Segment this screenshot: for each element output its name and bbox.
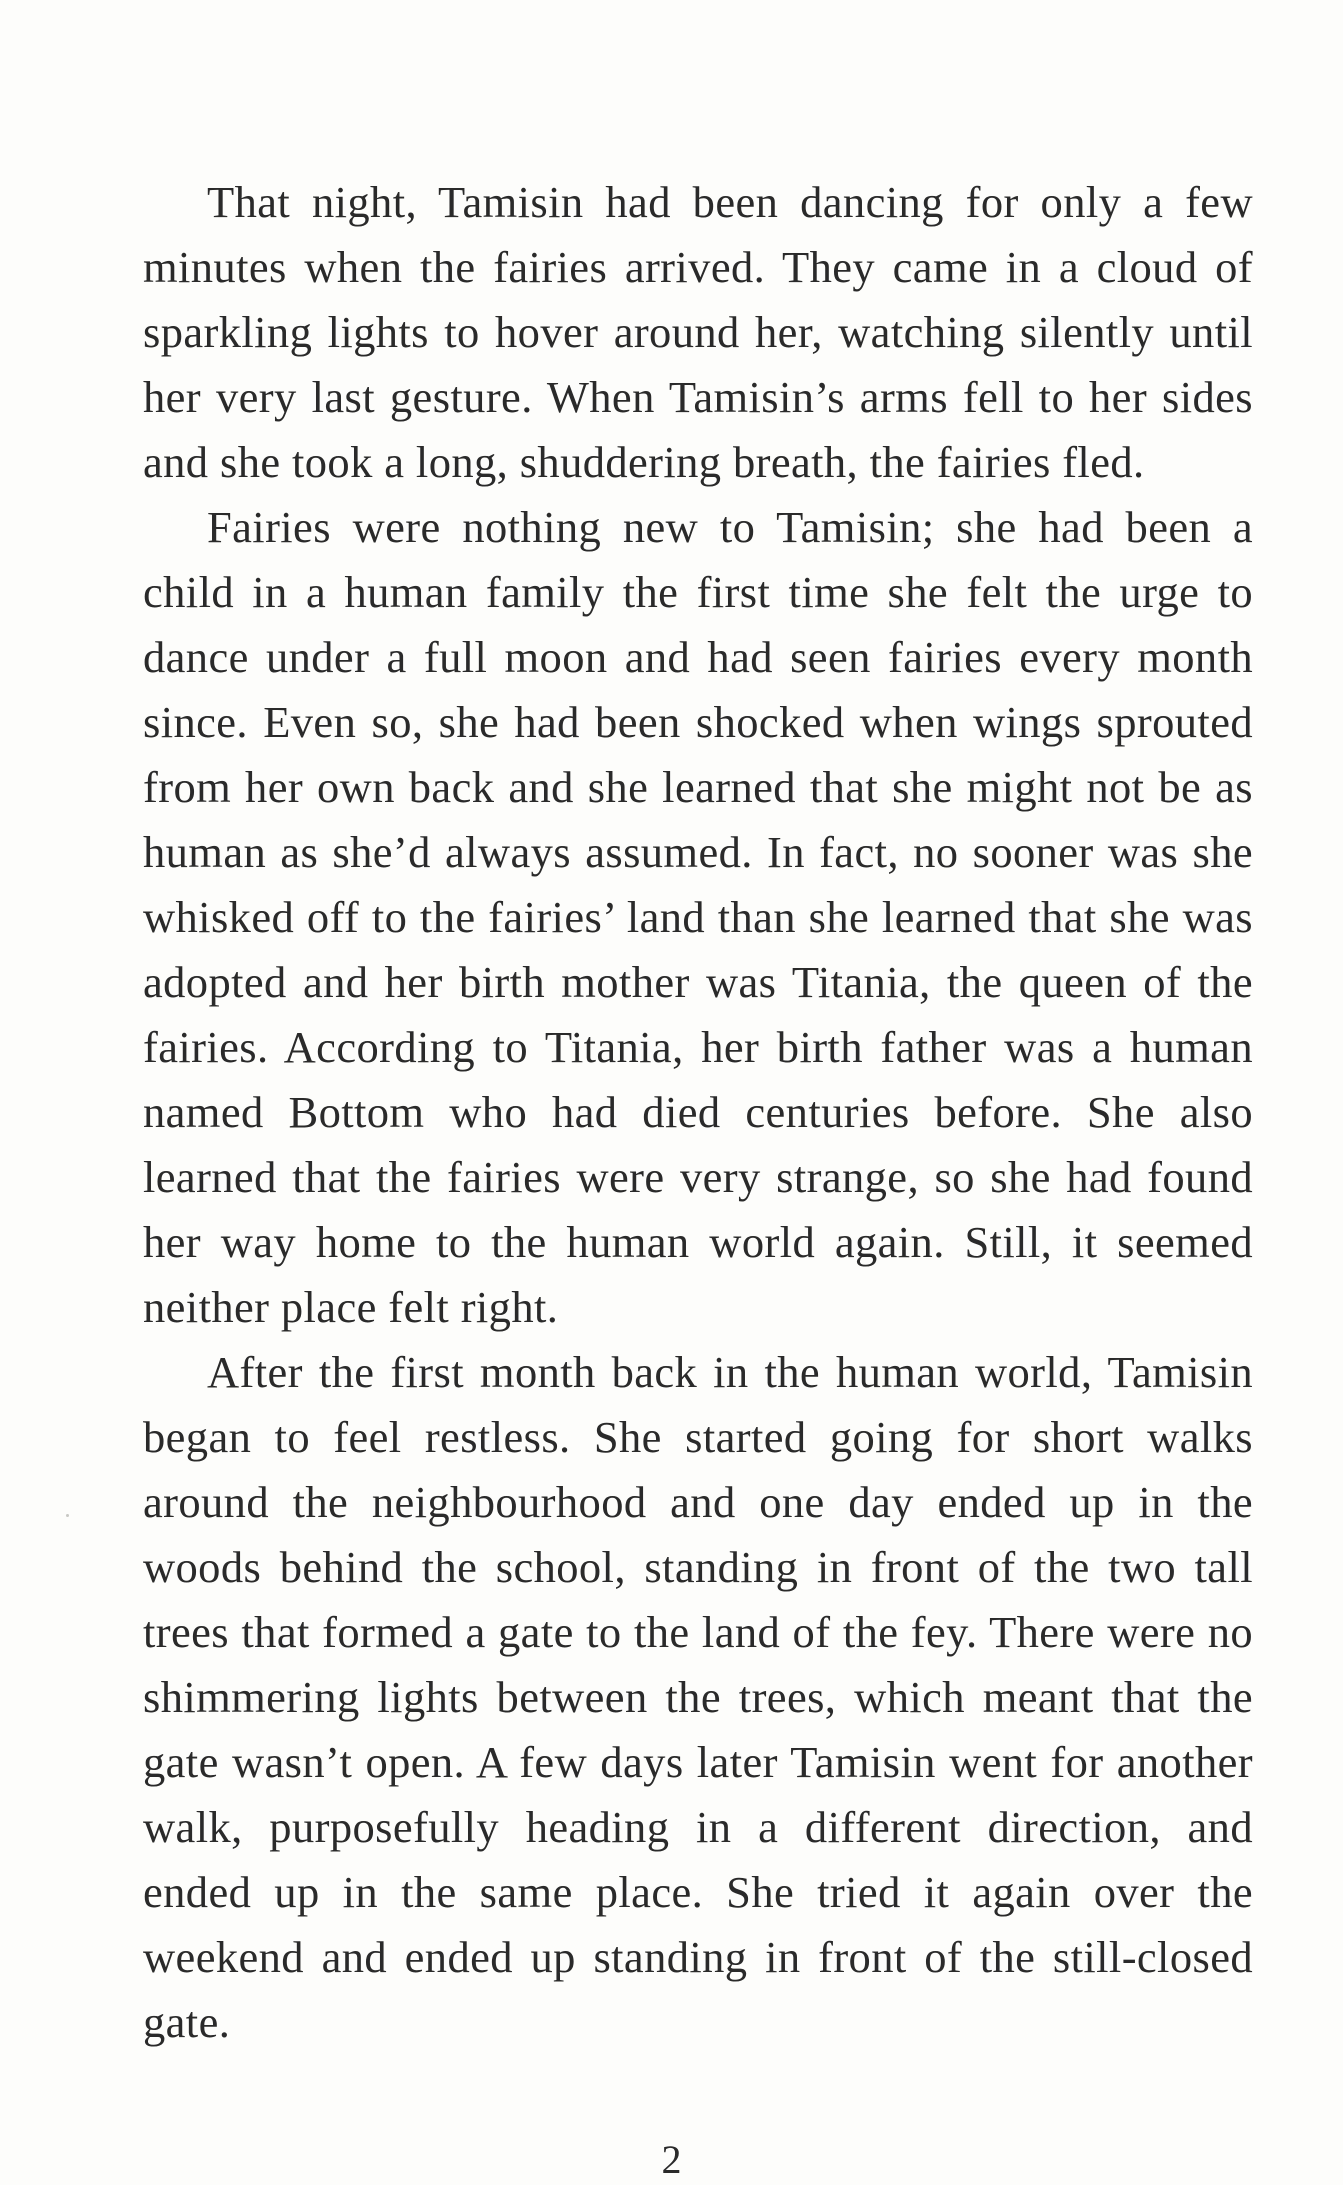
page-number: 2 xyxy=(661,2137,682,2182)
body-text xyxy=(143,170,1253,2055)
paper-speck xyxy=(66,1514,69,1517)
paragraph-1: That night, Tamisin had been dancing for only a few minutes when the fairies arrived. They came in a cloud of sparkling lights to hover around her, watching silently until her very last gesture. When Tamisin’s arms fell to her sides and she took a long, shuddering breath, the fairies fled. xyxy=(143,177,1253,487)
paragraph-2: Fairies were nothing new to Tamisin; she had been a child in a human family the first time she felt the urge to dance under a full moon and had seen fairies every month since. Even so, she had been shocked when wings sprouted from her own back and she learned that she might not be as human as she’d always assumed. In fact, no sooner was she whisked off to the fairies’ land than she learned that she was adopted and her birth mother was Titania, the queen of the fairies. According to Titania, her birth father was a human named Bottom who had died centuries before. She also learned that the fairies were very strange, so she had found her way home to the human world again. Still, it seemed neither place felt right. xyxy=(143,502,1253,1332)
paragraph-3: After the first month back in the human world, Tamisin began to feel restless. She started going for short walks around the neighbourhood and one day ended up in the woods behind the school, standing in front of the two tall trees that formed a gate to the land of the fey. There were no shimmering lights between the trees, which meant that the gate wasn’t open. A few days later Tamisin went for another walk, purposefully heading in a different direction, and ended up in the same place. She tried it again over the weekend and ended up standing in front of the still-closed gate. xyxy=(143,1347,1253,2047)
